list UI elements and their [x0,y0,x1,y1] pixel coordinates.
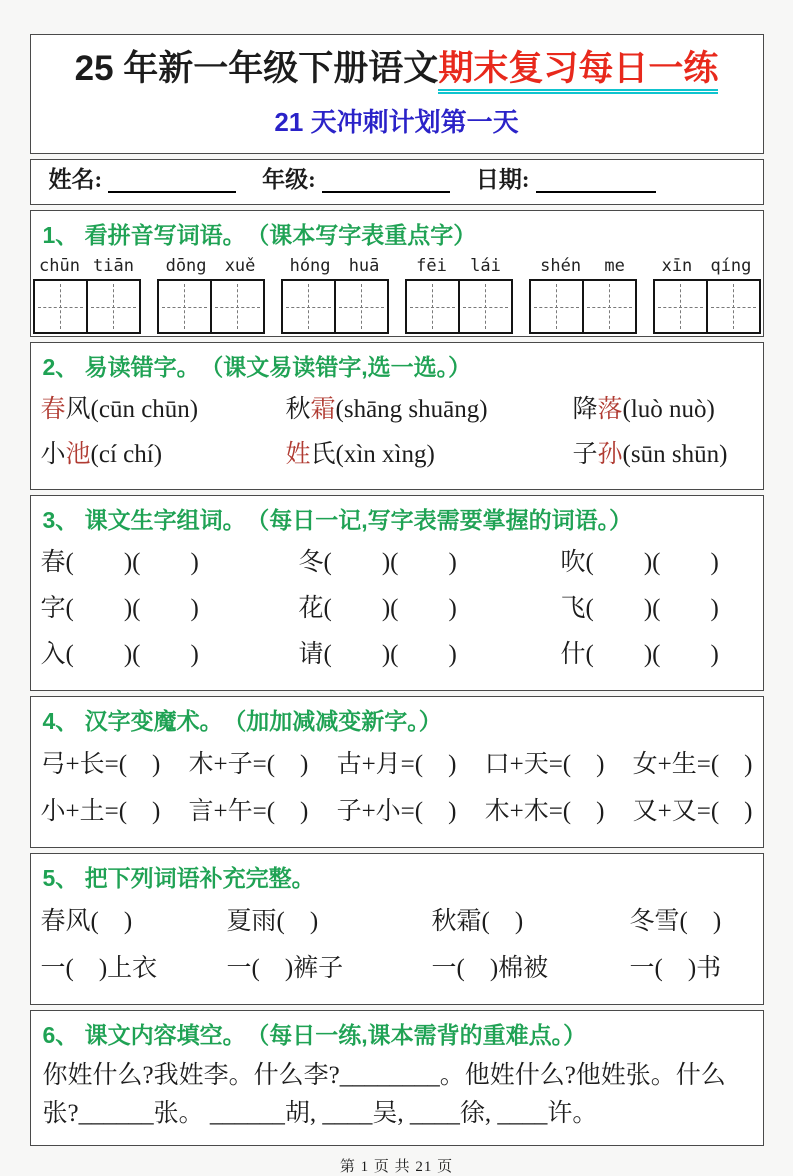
word-choice-item [286,387,573,432]
writing-box-pair [653,279,761,334]
word-choice-item [573,387,753,432]
exercise-item: 木+子=( ) [188,751,309,778]
exercise-item: 木+木=( ) [484,798,605,825]
exercise-item: 字( )( ) [40,595,199,622]
exercise-row [41,632,753,678]
exercise-item: 吹( )( ) [560,549,719,576]
character-magic-body [31,739,763,847]
exercise-item: 弓+长=( ) [40,751,161,778]
writing-cell [706,281,759,332]
pinyin-word-group [281,255,389,334]
section-2-header [31,343,763,385]
exercise-item: 请( )( ) [298,641,457,668]
writing-cell [159,281,210,332]
page-subtitle: 21 天冲刺计划第一天 [274,107,519,137]
pinyin-pair [529,255,637,277]
pinyin-syllable: fēi [416,256,447,276]
exercise-item: 一( )上衣 [40,955,158,982]
section-4-title: 4、 汉字变魔术。 [42,708,223,734]
pinyin-word-group [33,255,141,334]
writing-cell [86,281,139,332]
pinyin-syllable: xīn [661,256,693,276]
section-2-misread-characters [30,342,764,490]
character: 降 [572,396,598,423]
section-6-text-fill-in [30,1010,764,1146]
exercise-item: 冬( )( ) [298,549,457,576]
section-3-note: （每日一记,写字表需要掌握的词语。） [257,507,633,533]
section-6-note: （每日一练,课本需背的重难点。） [257,1022,587,1048]
section-5-complete-words [30,853,764,1005]
exercise-row [41,898,753,945]
exercise-item: 春风( ) [40,908,133,935]
section-4-character-magic [30,696,764,848]
section-5-title: 5、 把下列词语补充完整。 [42,865,315,891]
exercise-item: 小+土=( ) [40,798,161,825]
section-2-note: （课文易读错字,选一选。） [211,354,472,380]
pinyin-syllable: xuě [224,256,256,276]
exercise-item: 什( )( ) [560,641,719,668]
exercise-item: 秋霜( ) [431,908,524,935]
date-blank-line [536,167,656,193]
exercise-item: 冬雪( ) [629,908,722,935]
character: 子 [572,441,598,468]
fill-in-passage: 你姓什么?我姓李。什么李?________。他姓什么?他姓张。什么张?______张。 ______胡, ____吴, ____徐, ____许。 [42,1062,726,1127]
writing-box-pair [281,279,389,334]
section-5-header [31,854,763,896]
pinyin-pair [33,255,141,277]
section-3-header [31,496,763,538]
section-6-header [31,1011,763,1053]
section-6-title: 6、 课文内容填空。 [42,1022,246,1048]
exercise-item: 又+又=( ) [632,798,753,825]
page-title [35,47,759,91]
section-1-pinyin-writing [30,210,764,337]
pinyin-syllable: me [604,256,625,276]
name-grade-date-row [30,159,764,205]
pinyin-pair [653,255,761,277]
writing-box-pair [405,279,513,334]
pinyin-syllable: huā [348,256,380,276]
title-black-part: 25 年新一年级下册语文 [74,49,439,88]
pinyin-word-group [405,255,513,334]
writing-cell [531,281,582,332]
grade-label: 年级: [262,167,316,192]
exercise-item: 一( )书 [629,955,722,982]
writing-box-pair [33,279,141,334]
writing-cell [655,281,706,332]
exercise-row [41,540,753,586]
date-label: 日期: [475,167,530,192]
exercise-row [41,945,753,992]
word-formation-body [31,538,763,690]
exercise-item: 子+小=( ) [336,798,457,825]
exercise-item: 春( )( ) [40,549,199,576]
exercise-row [41,387,753,432]
name-label: 姓名: [48,167,103,192]
pinyin-syllable: chūn [39,256,80,276]
highlighted-character: 春 [40,396,66,423]
title-box [30,34,764,154]
word-choice-item [41,432,286,477]
highlighted-character: 孙 [597,441,623,468]
pinyin-word-group [529,255,637,334]
page-number-footer: 第 1 页 共 21 页 [339,1159,454,1175]
highlighted-character: 姓 [285,441,311,468]
pinyin-options: (xìn xìng) [335,441,435,468]
misread-characters-body [31,385,763,489]
section-4-note: （加加减减变新字。） [234,708,442,734]
section-2-title: 2、 易读错字。 [42,354,200,380]
exercise-item: 一( )裤子 [226,955,344,982]
pinyin-pair [157,255,265,277]
highlighted-character: 池 [65,441,91,468]
pinyin-word-group [157,255,265,334]
grade-field [262,167,476,193]
highlighted-character: 落 [597,396,623,423]
word-choice-item [286,432,573,477]
pinyin-options: (sūn shūn) [622,441,728,468]
pinyin-pair [405,255,513,277]
writing-cell [582,281,635,332]
exercise-item: 入( )( ) [40,641,199,668]
exercise-item: 一( )棉被 [431,955,549,982]
section-3-title: 3、 课文生字组词。 [42,507,246,533]
writing-cell [35,281,86,332]
writing-cell [334,281,387,332]
pinyin-options: (shāng shuāng) [335,396,488,423]
character: 秋 [285,396,311,423]
section-4-header [31,697,763,739]
exercise-item: 女+生=( ) [632,751,753,778]
exercise-row [41,432,753,477]
date-field [476,167,656,193]
word-choice-item [573,432,753,477]
pinyin-options: (cūn chūn) [90,396,199,423]
exercise-item: 言+午=( ) [188,798,309,825]
exercise-item: 口+天=( ) [484,751,605,778]
word-choice-item [41,387,286,432]
title-red-part: 期末复习每日一练 [438,49,718,94]
pinyin-pair [281,255,389,277]
writing-cell [458,281,511,332]
writing-box-pair [157,279,265,334]
character: 风 [65,396,91,423]
name-blank-line [108,167,236,193]
writing-cell [210,281,263,332]
worksheet-page [30,0,764,1176]
pinyin-options: (luò nuò) [622,396,715,423]
section-1-note: （课本写字表重点字） [257,222,477,248]
exercise-row [41,788,753,835]
exercise-item: 花( )( ) [298,595,457,622]
writing-box-pair [529,279,637,334]
pinyin-syllable: lái [470,256,501,276]
exercise-item: 飞( )( ) [560,595,719,622]
exercise-item: 夏雨( ) [226,908,319,935]
section-1-title: 1、 看拼音写词语。 [42,222,246,248]
exercise-item: 古+月=( ) [336,751,457,778]
writing-cell [407,281,458,332]
pinyin-word-group [653,255,761,334]
grade-blank-line [322,167,450,193]
complete-words-body [31,896,763,1004]
writing-cell [283,281,334,332]
pinyin-options: (cí chí) [90,441,163,468]
pinyin-syllable: qíng [710,256,752,276]
highlighted-character: 霜 [310,396,336,423]
section-3-word-formation [30,495,764,691]
exercise-row [41,741,753,788]
character: 小 [40,441,66,468]
pinyin-writing-grid [31,253,763,336]
section-1-header [31,211,763,253]
pinyin-syllable: shén [540,256,582,276]
pinyin-syllable: hóng [289,256,331,276]
name-field [49,167,263,193]
exercise-row [41,586,753,632]
pinyin-syllable: dōng [165,256,207,276]
character: 氏 [310,441,336,468]
pinyin-syllable: tiān [93,256,134,276]
